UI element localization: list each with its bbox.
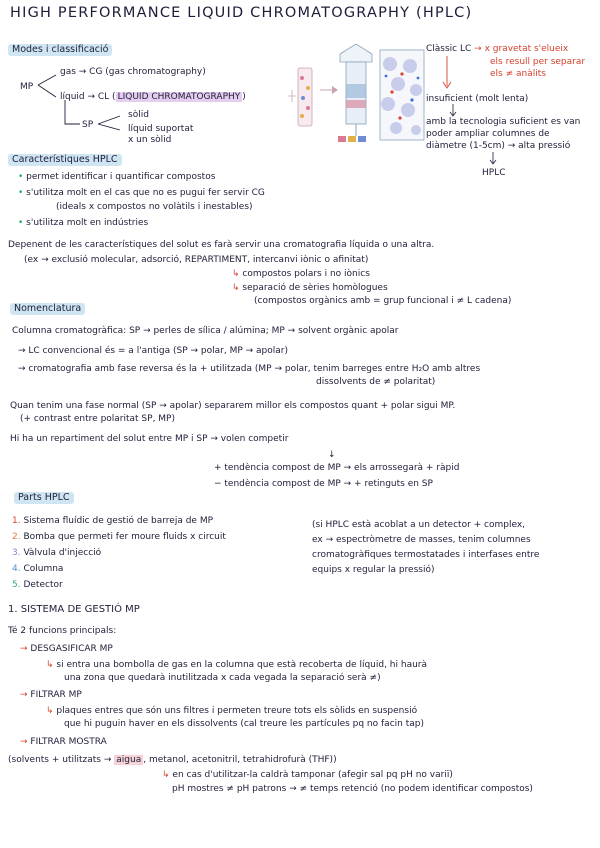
sp-liquid-supported: líquid suportat bbox=[128, 124, 194, 134]
side-line-4: insuficient (molt lenta) bbox=[426, 94, 529, 104]
function-2-line-a-text: plaques entres que són uns filtres i permeten treure tots els sòlids en suspensió bbox=[56, 706, 418, 716]
sp-solid: sòlid bbox=[128, 110, 149, 120]
part-item-5 bbox=[12, 580, 63, 591]
mode-liquid-close: ) bbox=[242, 92, 246, 102]
characteristic-2-text: s'utilitza molt en el cas que no es pugui fer servir CG bbox=[26, 188, 265, 198]
bullet-icon: • bbox=[18, 172, 27, 182]
sp-supported-by-solid: x un sòlid bbox=[128, 135, 172, 145]
function-3-title: FILTRAR MOSTRA bbox=[30, 737, 107, 747]
side-hplc: HPLC bbox=[482, 168, 506, 178]
solvents-line-post: , metanol, acetonitril, tetrahidrofurà (THF)) bbox=[143, 755, 337, 765]
part-text: Bomba que permeti fer moure fluids x circuit bbox=[23, 532, 226, 542]
mode-liquid bbox=[60, 92, 246, 103]
part-text: Columna bbox=[23, 564, 64, 574]
side-arrow-down-3 bbox=[488, 152, 498, 166]
arrow-right-icon: → bbox=[20, 644, 31, 654]
nomenclature-line-1: Columna cromatogràfica: SP → perles de sílica / alúmina; MP → solvent orgànic apolar bbox=[12, 326, 399, 336]
depends-line-4-text: separació de sèries homòlogues bbox=[242, 283, 388, 293]
liquid-chromatography-highlight: LIQUID CHROMATOGRAPHY bbox=[117, 92, 241, 102]
function-1-line-b: una zona que quedarà inutilitzada x cada vegada la separació serà ≠) bbox=[64, 673, 381, 683]
parts-heading: Parts HPLC bbox=[14, 492, 74, 504]
part-text: Vàlvula d'injecció bbox=[23, 548, 102, 558]
nomenclature-line-7: + tendència compost de MP → els arrossegarà + ràpid bbox=[214, 463, 460, 473]
side-line-5: amb la tecnologia suficient es van bbox=[426, 117, 581, 127]
part-number: 1. bbox=[12, 516, 21, 526]
side-classic-lc bbox=[426, 44, 568, 55]
section-sistema-heading: 1. SISTEMA DE GESTIÓ MP bbox=[8, 604, 140, 615]
part-text: Sistema fluídic de gestió de barreja de MP bbox=[23, 516, 214, 526]
characteristic-1 bbox=[18, 172, 215, 183]
sp-branch-arrows bbox=[96, 110, 126, 140]
characteristic-2 bbox=[18, 188, 265, 199]
side-arrow-down-2 bbox=[448, 104, 458, 118]
nomenclature-line-3: → cromatografia amb fase reversa és la + utilitzada (MP → polar, tenim barreges entre H₂O amb altres bbox=[18, 364, 481, 374]
hook-arrow-icon: ↳ bbox=[46, 660, 57, 670]
part-number: 4. bbox=[12, 564, 21, 574]
characteristic-2-sub: (ideals x compostos no volàtils i inestables) bbox=[56, 202, 253, 212]
nomenclature-line-4: Quan tenim una fase normal (SP → apolar) separarem millor els compostos quant + polar sigui MP. bbox=[10, 401, 456, 411]
function-1-line-a-text: si entra una bombolla de gas en la columna que està recoberta de líquid, hi haurà bbox=[56, 660, 428, 670]
side-line-7: diàmetre (1-5cm) → alta pressió bbox=[426, 141, 571, 151]
depends-line-3-text: compostos polars i no iònics bbox=[242, 269, 370, 279]
solvents-line-2-text: en cas d'utilitzar-la caldrà tamponar (afegir sal pq pH no variï) bbox=[172, 770, 453, 780]
function-2-line-b: que hi puguin haver en els dissolvents (cal treure les partícules pq no facin tap) bbox=[64, 719, 424, 729]
function-2-line-a bbox=[46, 706, 417, 717]
arrow-right-icon: → bbox=[20, 737, 31, 747]
page-title: HIGH PERFORMANCE LIQUID CHROMATOGRAPHY (HPLC) bbox=[10, 5, 473, 21]
function-2 bbox=[20, 690, 82, 701]
nomenclature-line-3b: dissolvents de ≠ polaritat) bbox=[316, 377, 436, 387]
mp-label: MP bbox=[20, 82, 34, 92]
solvents-line bbox=[8, 755, 337, 766]
parts-note-3: cromatogràfiques termostatades i interfases entre bbox=[312, 550, 540, 560]
part-number: 3. bbox=[12, 548, 21, 558]
part-item-2 bbox=[12, 532, 226, 543]
mode-gas: gas → CG (gas chromatography) bbox=[60, 67, 206, 77]
arrow-right-icon: → bbox=[20, 690, 31, 700]
characteristic-3-text: s'utilitza molt en indústries bbox=[26, 218, 149, 228]
parts-note-4: equips x regular la pressió) bbox=[312, 565, 435, 575]
water-highlight: aigua bbox=[116, 755, 142, 765]
function-1 bbox=[20, 644, 113, 655]
function-1-line-a bbox=[46, 660, 427, 671]
function-1-title: DESGASIFICAR MP bbox=[30, 644, 113, 654]
nomenclature-heading: Nomenclatura bbox=[10, 303, 85, 315]
side-classic-lc-desc: → x gravetat s'elueix bbox=[474, 44, 569, 54]
nomenclature-line-4b: (+ contrast entre polaritat SP, MP) bbox=[20, 414, 175, 424]
solvents-line-pre: (solvents + utilitzats → bbox=[8, 755, 112, 765]
chromatography-illustration bbox=[288, 44, 426, 144]
characteristic-1-text: permet identificar i quantificar compostos bbox=[26, 172, 216, 182]
hook-arrow-icon: ↳ bbox=[162, 770, 173, 780]
nomenclature-line-8: − tendència compost de MP → + retinguts en SP bbox=[214, 479, 433, 489]
side-line-6: poder ampliar columnes de bbox=[426, 129, 550, 139]
nomenclature-line-2: → LC convencional és = a l'antiga (SP → polar, MP → apolar) bbox=[18, 346, 288, 356]
function-2-title: FILTRAR MP bbox=[30, 690, 82, 700]
characteristics-heading: Característiques HPLC bbox=[8, 154, 122, 166]
parts-note-1: (si HPLC està acoblat a un detector + complex, bbox=[312, 520, 526, 530]
depends-line-5: (compostos orgànics amb = grup funcional i ≠ L cadena) bbox=[254, 296, 512, 306]
part-number: 2. bbox=[12, 532, 21, 542]
depends-line-4 bbox=[232, 283, 388, 294]
mp-branch-arrows bbox=[36, 70, 60, 100]
solvents-line-3: pH mostres ≠ pH patrons → ≠ temps retenció (no podem identificar compostos) bbox=[172, 784, 533, 794]
side-classic-lc-label: Clàssic LC bbox=[426, 44, 472, 54]
part-item-1 bbox=[12, 516, 213, 527]
side-arrow-down-1 bbox=[442, 56, 452, 90]
nomenclature-line-5: Hi ha un repartiment del solut entre MP i SP → volen competir bbox=[10, 434, 289, 444]
hook-arrow-icon: ↳ bbox=[46, 706, 57, 716]
depends-line-3 bbox=[232, 269, 370, 280]
part-item-4 bbox=[12, 564, 63, 575]
bullet-icon: • bbox=[18, 188, 27, 198]
hook-arrow-icon: ↳ bbox=[232, 283, 243, 293]
sp-arrow bbox=[62, 100, 82, 128]
sistema-intro: Té 2 funcions principals: bbox=[8, 626, 117, 636]
mode-liquid-text: líquid → CL ( bbox=[60, 92, 116, 102]
bullet-icon: • bbox=[18, 218, 27, 228]
characteristic-3 bbox=[18, 218, 148, 229]
down-arrow-icon: ↓ bbox=[328, 450, 336, 460]
side-line-2: els resull per separar bbox=[490, 57, 586, 67]
side-line-3: els ≠ anàlits bbox=[490, 69, 546, 79]
solvents-line-2 bbox=[162, 770, 453, 781]
depends-line-1: Depenent de les característiques del solut es farà servir una cromatografia líquida o una altra. bbox=[8, 240, 435, 250]
part-text: Detector bbox=[23, 580, 63, 590]
parts-note-2: ex → espectròmetre de masses, tenim columnes bbox=[312, 535, 531, 545]
depends-line-2: (ex → exclusió molecular, adsorció, REPARTIMENT, intercanvi iònic o afinitat) bbox=[24, 255, 369, 265]
function-3 bbox=[20, 737, 107, 748]
modes-heading: Modes i classificació bbox=[8, 44, 112, 56]
part-item-3 bbox=[12, 548, 101, 559]
part-number: 5. bbox=[12, 580, 21, 590]
hook-arrow-icon: ↳ bbox=[232, 269, 243, 279]
sp-label: SP bbox=[82, 120, 94, 130]
